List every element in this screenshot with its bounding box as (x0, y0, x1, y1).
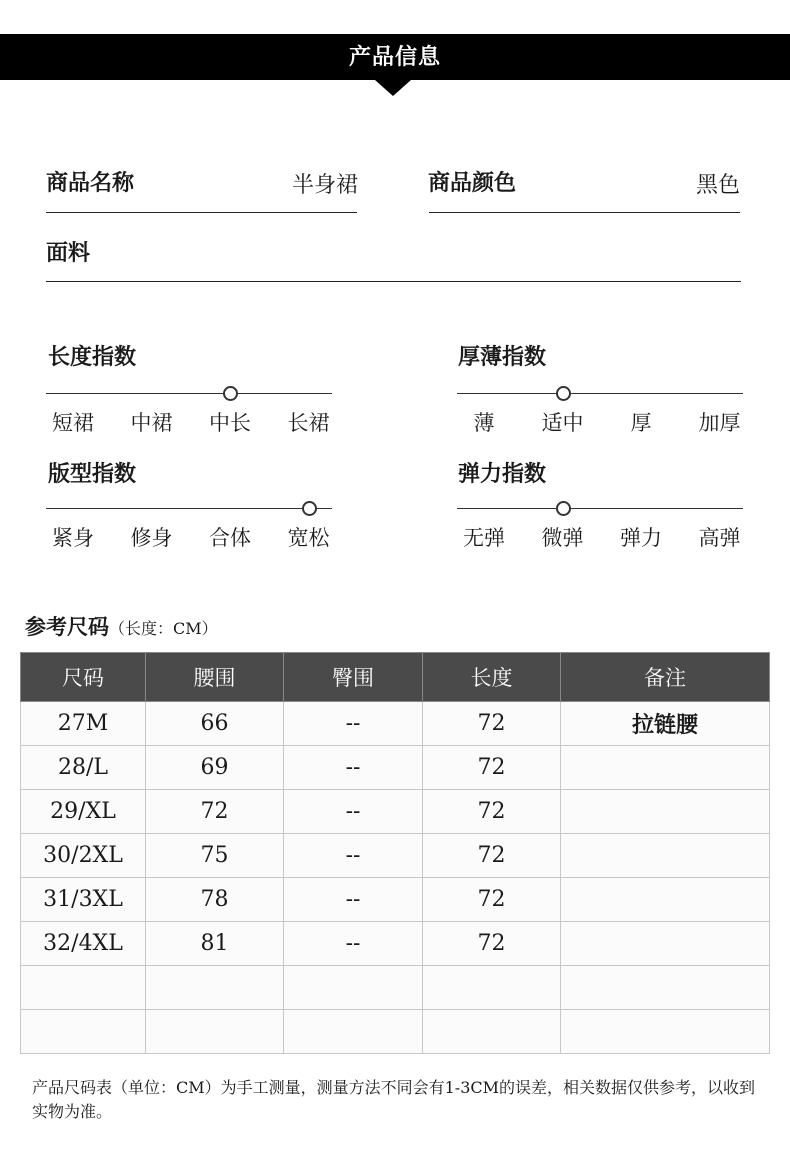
cell-hip: -- (284, 702, 423, 746)
thickness-option: 薄 (473, 411, 495, 435)
cell-note (561, 922, 770, 966)
thickness-slider-track (457, 393, 743, 394)
header-hip: 臀围 (284, 653, 423, 702)
cell-length (423, 1010, 561, 1054)
cell-note (561, 878, 770, 922)
cell-waist: 66 (146, 702, 284, 746)
stretch-slider-track (457, 508, 743, 509)
cell-waist: 81 (146, 922, 284, 966)
table-row (21, 834, 770, 878)
fabric-label: 面料 (46, 240, 91, 266)
cell-hip (284, 1010, 423, 1054)
cell-length: 72 (423, 702, 561, 746)
fit-option: 紧身 (52, 526, 94, 550)
thickness-option: 厚 (630, 411, 652, 435)
header-waist: 腰围 (146, 653, 284, 702)
cell-waist: 75 (146, 834, 284, 878)
length-index-title: 长度指数 (48, 344, 137, 370)
cell-note (561, 1010, 770, 1054)
product-name-value: 半身裙 (291, 173, 358, 198)
stretch-option: 无弹 (463, 526, 505, 550)
cell-size: 28/L (21, 746, 146, 790)
cell-hip: -- (284, 878, 423, 922)
cell-note: 拉链腰 (561, 702, 770, 746)
table-row (21, 922, 770, 966)
cell-size (21, 966, 146, 1010)
cell-length: 72 (423, 878, 561, 922)
header-size: 尺码 (21, 653, 146, 702)
cell-waist: 69 (146, 746, 284, 790)
cell-hip: -- (284, 922, 423, 966)
size-table (20, 652, 770, 1054)
fit-option: 合体 (209, 526, 251, 550)
cell-waist (146, 966, 284, 1010)
length-slider-track (46, 393, 332, 394)
cell-note (561, 746, 770, 790)
cell-waist: 72 (146, 790, 284, 834)
length-option: 长裙 (287, 411, 330, 435)
thickness-option: 加厚 (698, 411, 741, 435)
cell-size: 29/XL (21, 790, 146, 834)
cell-hip: -- (284, 834, 423, 878)
cell-size (21, 1010, 146, 1054)
length-option: 中裙 (130, 411, 173, 435)
cell-length (423, 966, 561, 1010)
header-note: 备注 (561, 653, 770, 702)
cell-hip (284, 966, 423, 1010)
cell-length: 72 (423, 834, 561, 878)
size-chart-title-text: 参考尺码 (25, 614, 109, 639)
cell-length: 72 (423, 746, 561, 790)
product-color-label: 商品颜色 (428, 170, 517, 196)
size-chart-title (25, 611, 218, 641)
cell-note (561, 834, 770, 878)
table-row (21, 790, 770, 834)
cell-waist: 78 (146, 878, 284, 922)
stretch-index-title: 弹力指数 (458, 461, 547, 487)
size-chart-unit: （长度：CM） (109, 619, 218, 638)
fit-slider-knob (302, 501, 317, 516)
length-slider-knob (223, 386, 238, 401)
footnote: 产品尺码表（单位：CM）为手工测量，测量方法不同会有1-3CM的误差，相关数据仅供参考，以收到实物为准。 (32, 1078, 756, 1121)
cell-note (561, 966, 770, 1010)
product-name-label: 商品名称 (46, 170, 135, 196)
page-title: 产品信息 (348, 44, 441, 70)
thickness-option: 适中 (541, 411, 584, 435)
stretch-option: 微弹 (541, 526, 584, 550)
table-row (21, 702, 770, 746)
cell-size: 32/4XL (21, 922, 146, 966)
cell-note (561, 790, 770, 834)
table-row (21, 878, 770, 922)
header-length: 长度 (423, 653, 561, 702)
cell-size: 30/2XL (21, 834, 146, 878)
product-color-value: 黑色 (695, 173, 740, 198)
cell-size: 31/3XL (21, 878, 146, 922)
fit-option: 修身 (130, 526, 173, 550)
cell-waist (146, 1010, 284, 1054)
length-option: 中长 (209, 411, 251, 435)
table-row (21, 966, 770, 1010)
stretch-option: 高弹 (698, 526, 741, 550)
stretch-slider-knob (556, 501, 571, 516)
cell-length: 72 (423, 922, 561, 966)
cell-size: 27M (21, 702, 146, 746)
cell-hip: -- (284, 746, 423, 790)
table-row (21, 746, 770, 790)
length-option: 短裙 (52, 411, 94, 435)
stretch-option: 弹力 (620, 526, 662, 550)
table-row (21, 1010, 770, 1054)
cell-length: 72 (423, 790, 561, 834)
cell-hip: -- (284, 790, 423, 834)
size-table-header (21, 653, 770, 702)
fit-index-title: 版型指数 (48, 461, 137, 487)
thickness-index-title: 厚薄指数 (458, 344, 547, 370)
thickness-slider-knob (556, 386, 571, 401)
fit-slider-track (46, 508, 332, 509)
fit-option: 宽松 (287, 526, 330, 550)
